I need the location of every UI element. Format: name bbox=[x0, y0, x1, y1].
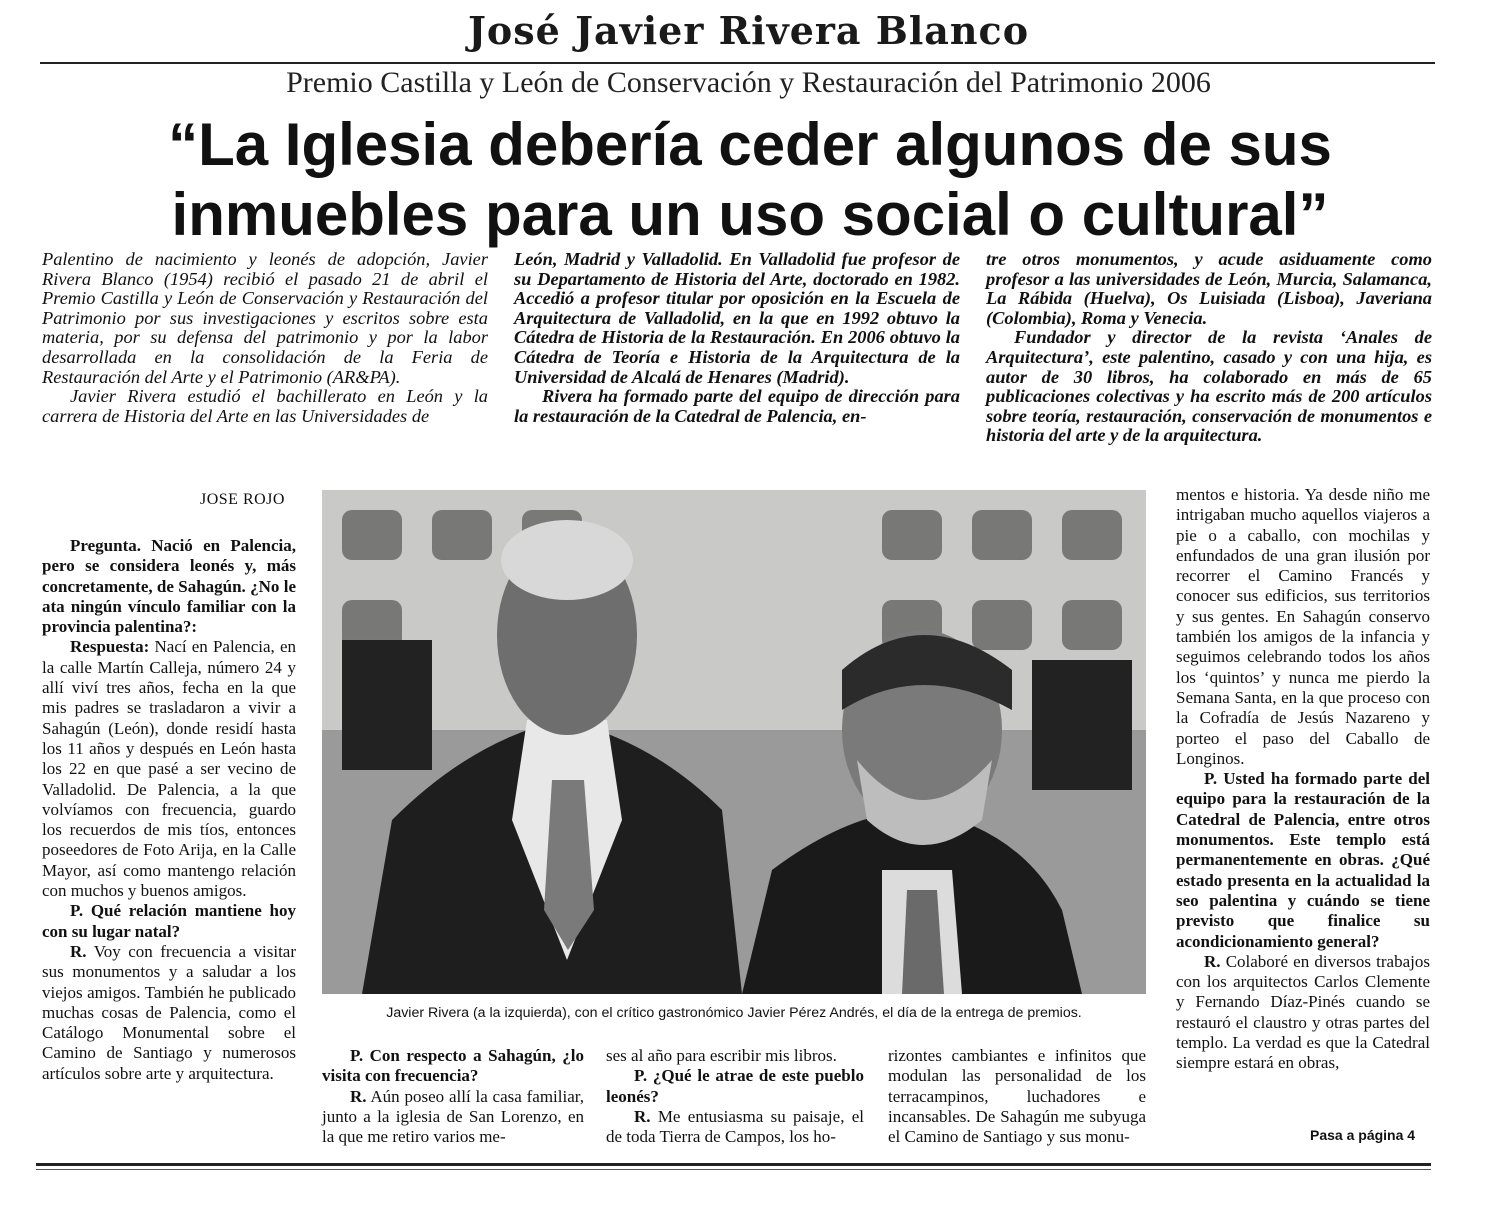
header-rule bbox=[40, 62, 1435, 64]
interview-question: P. ¿Qué le atrae de este pueblo leonés? bbox=[606, 1066, 864, 1106]
article-subtitle: Premio Castilla y León de Conservación y Restauración del Patrimonio 2006 bbox=[286, 66, 1211, 99]
answer-text: Voy con frecuencia a visitar sus monumentos y a saludar a los viejos amigos. También he publicado muchas cosas de Palencia, como el Catálogo Monumental sobre el Camino de Santiago y numerosos artículos sobre arte y arquitectura. bbox=[42, 941, 296, 1083]
answer-text: Colaboré en diversos trabajos con los arquitectos Carlos Clemente y Fernando Díaz-Pinés cuando se restauró el claustro y otras partes del templo. La verdad es que la Catedral siempre estará en obras, bbox=[1176, 951, 1430, 1073]
byline: JOSE ROJO bbox=[200, 491, 285, 508]
answer-continuation: rizontes cambiantes e infinitos que modulan las personalidad de los terracampinos, luchadores e incansables. De Sahagún me subyuga el Camino de Santiago y sus monu- bbox=[888, 1046, 1146, 1147]
interview-answer bbox=[1176, 952, 1430, 1074]
lead-paragraph: Palentino de nacimiento y leonés de adopción, Javier Rivera Blanco (1954) recibió el pasado 21 de abril el Premio Castilla y León de Conservación y Restauración del Patrimonio por sus investigaciones y escritos sobre esta materia, por su defensa del patrimonio y por la labor desarrollada en la consolidación de la Feria de Restauración del Arte y el Patrimonio (AR&PA). bbox=[42, 249, 488, 387]
interview-answer bbox=[42, 942, 296, 1084]
interview-answer bbox=[322, 1087, 584, 1148]
article-photo bbox=[322, 490, 1146, 994]
interview-question: P. Con respecto a Sahagún, ¿lo visita con frecuencia? bbox=[322, 1046, 584, 1086]
interview-answer bbox=[42, 637, 296, 901]
lead-paragraph: León, Madrid y Valladolid. En Valladolid fue profesor de su Departamento de Historia del Arte, doctorado en 1982. Accedió a profesor titular por oposición en la Escuela de Arquitectura de Valladolid, en la que en 1992 obtuvo la Cátedra de Historia de la Restauración. En 2006 obtuvo la Cátedra de Teoría e Historia de la Arquitectura de la Universidad de Alcalá de Henares (Madrid). bbox=[514, 249, 960, 387]
answer-text: Aún poseo allí la casa familiar, junto a la iglesia de San Lorenzo, en la que me retiro varios me- bbox=[322, 1086, 584, 1147]
body-column-right bbox=[1176, 485, 1430, 1074]
answer-text: Me entusiasma su paisaje, el de toda Tierra de Campos, los ho- bbox=[606, 1106, 864, 1147]
article-kicker: José Javier Rivera Blanco bbox=[467, 8, 1030, 53]
photo-illustration bbox=[322, 490, 1146, 994]
interview-question: P. Qué relación mantiene hoy con su lugar natal? bbox=[42, 901, 296, 941]
answer-label: R. bbox=[70, 941, 87, 961]
footer-rule bbox=[36, 1163, 1431, 1166]
lead-paragraph: Javier Rivera estudió el bachillerato en León y la carrera de Historia del Arte en las Universidades de bbox=[42, 386, 488, 426]
lead-column-2 bbox=[514, 250, 960, 426]
continue-link[interactable]: Pasa a página 4 bbox=[1310, 1127, 1416, 1143]
lead-column-3 bbox=[986, 250, 1432, 446]
body-column-left bbox=[42, 536, 296, 1084]
footer-rule-thin bbox=[36, 1169, 1431, 1170]
body-column-bottom-1 bbox=[322, 1046, 584, 1147]
article-headline: “La Iglesia debería ceder algunos de sus inmuebles para un uso social o cultural” bbox=[168, 111, 1332, 248]
answer-label: R. bbox=[350, 1086, 367, 1106]
answer-text: Nací en Palencia, en la calle Martín Calleja, número 24 y allí viví tres años, fecha en la que mis padres se trasladaron a vivir a Sahagún (León), donde residí hasta los 11 años y después en León hasta los 22 en que pasé a ser vecino de Valladolid. De Palencia, a la que volvíamos con frecuencia, guardo los recuerdos de mis tíos, entonces poseedores de Foto Arija, en la Calle Mayor, así como mantengo relación con muchos y buenos amigos. bbox=[42, 637, 296, 901]
photo-caption: Javier Rivera (a la izquierda), con el crítico gastronómico Javier Pérez Andrés, el día de la entrega de premios. bbox=[386, 1005, 1082, 1021]
lead-column-1 bbox=[42, 250, 488, 426]
answer-continuation: mentos e historia. Ya desde niño me intrigaban mucho aquellos viajeros a pie o a caballo, con mochilas y enfundados de una gran ilusión por recorrer el Camino Francés y conocer sus edificios, sus territorios y sus gentes. En Sahagún conservo también los amigos de la infancia y seguimos celebrando todos los años los ‘quintos’ y nunca me pierdo la Semana Santa, en la que proceso con la Cofradía de Jesús Nazareno y porteo el paso del Caballo de Longinos. bbox=[1176, 485, 1430, 768]
answer-label: R. bbox=[634, 1106, 651, 1126]
lead-paragraph: Fundador y director de la revista ‘Anales de Arquitectura’, este palentino, casado y con una hija, es autor de 30 libros, ha colaborado en más de 65 publicaciones colectivas y ha escrito más de 200 artículos sobre teoría, restauración, conservación de monumentos e historia del arte y de la arquitectura. bbox=[986, 327, 1432, 446]
answer-continuation: ses al año para escribir mis libros. bbox=[606, 1046, 837, 1065]
body-column-bottom-2 bbox=[606, 1046, 864, 1147]
lead-paragraph: tre otros monumentos, y acude asiduamente como profesor a las universidades de León, Murcia, Salamanca, La Rábida (Huelva), Os Luisiada (Lisboa), Javeriana (Colombia), Roma y Venecia. bbox=[986, 249, 1432, 328]
interview-question: P. Usted ha formado parte del equipo para la restauración de la Catedral de Palencia, entre otros monumentos. Este templo está permanentemente en obras. ¿Qué estado presenta en la actualidad la seo palentina y cuándo se tiene previsto que finalice su acondicionamiento general? bbox=[1176, 769, 1430, 951]
answer-label: R. bbox=[1204, 951, 1221, 971]
answer-label: Respuesta: bbox=[70, 637, 150, 657]
lead-paragraph: Rivera ha formado parte del equipo de dirección para la restauración de la Catedral de Palencia, en- bbox=[514, 386, 960, 426]
body-column-bottom-3 bbox=[888, 1046, 1146, 1147]
interview-answer bbox=[606, 1107, 864, 1148]
interview-question: Pregunta. Nació en Palencia, pero se considera leonés y, más concretamente, de Sahagún. ¿No le ata ningún vínculo familiar con la provincia palentina?: bbox=[42, 536, 296, 637]
